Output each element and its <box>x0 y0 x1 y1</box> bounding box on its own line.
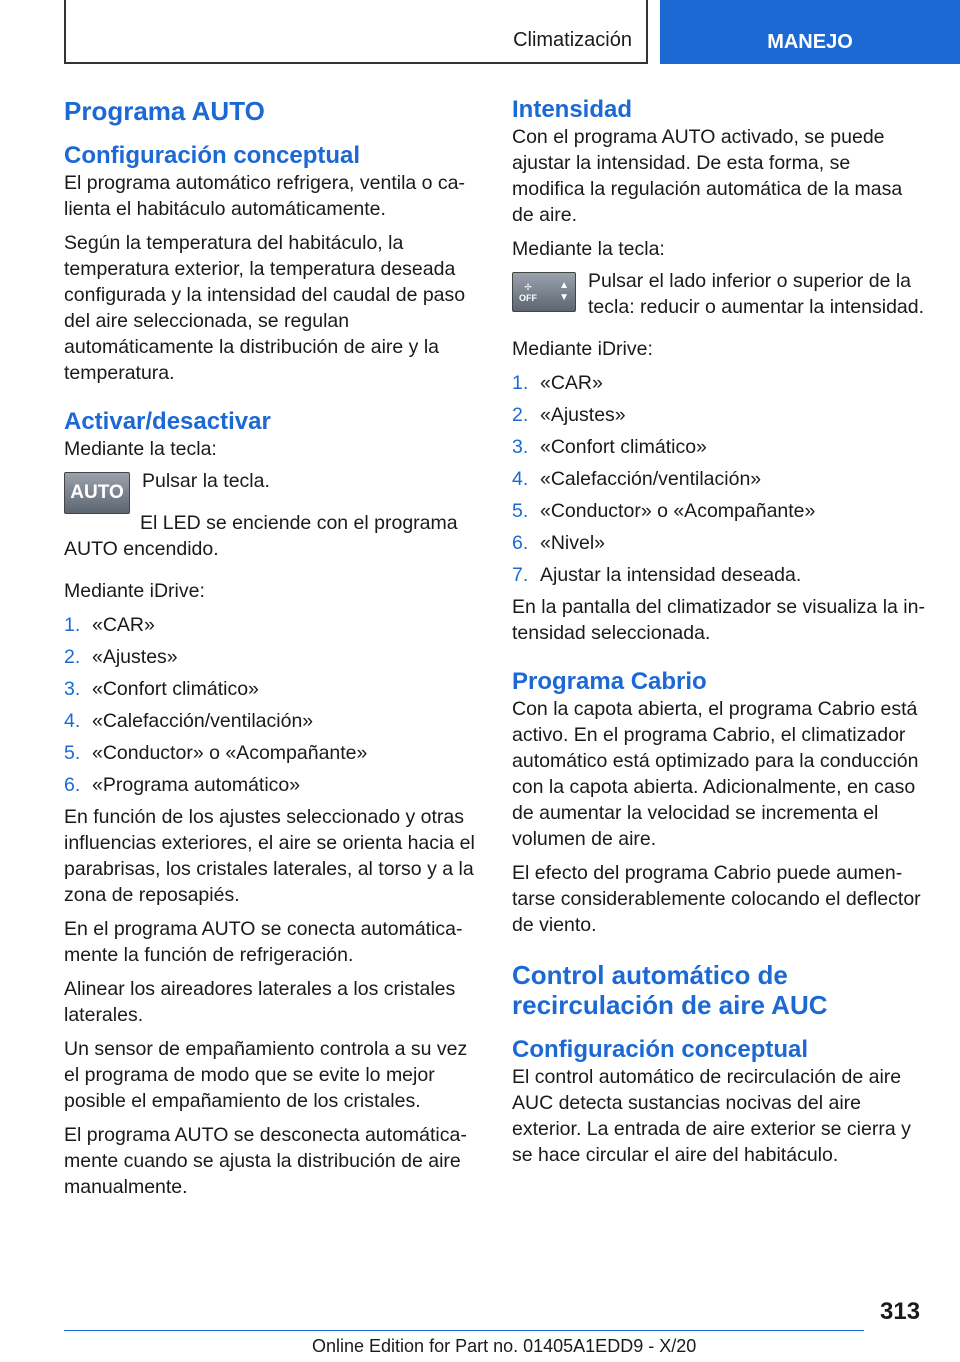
fan-icon: ✢ <box>524 281 532 292</box>
paragraph: Un sensor de empañamiento controla a su vez el programa de modo que se evite lo mejor posible el empañamiento de los cristales. <box>64 1038 468 1112</box>
paragraph: Mediante iDrive: <box>512 338 653 360</box>
list-item: 6. «Programa automático» <box>64 774 301 796</box>
list-item: 4. «Calefacción/ventilación» <box>64 710 314 732</box>
paragraph: El programa AUTO se desconecta automáticamente cuando se ajusta la distribución de aire manualmente. <box>64 1124 467 1198</box>
paragraph: Mediante iDrive: <box>64 580 205 602</box>
paragraph: Mediante la tecla: <box>512 238 665 260</box>
paragraph: El control automático de recirculación de aire AUC detecta sustancias nocivas del aire exterior. La entrada de aire exterior se cierra y se hace circular el aire del habitáculo. <box>512 1066 911 1166</box>
list-item: 6. «Nivel» <box>512 532 606 554</box>
header-chapter-tab[interactable]: MANEJO <box>660 0 960 64</box>
fan-button-icon <box>512 272 576 312</box>
list-item: 4. «Calefacción/ventilación» <box>512 468 762 490</box>
fan-key-row <box>512 268 926 320</box>
footer-edition: Online Edition for Part no. 01405A1EDD9 - X/20 <box>312 1336 697 1356</box>
arrow-down-icon: ▼ <box>559 292 569 303</box>
paragraph: Mediante la tecla: <box>64 438 217 460</box>
list-item: 1. «CAR» <box>512 372 603 394</box>
list-item: 7. Ajustar la intensidad deseada. <box>512 564 802 586</box>
paragraph: El efecto del programa Cabrio puede aumentarse considerablemente colocando el deflector de viento. <box>512 862 921 936</box>
right-column <box>512 96 926 1168</box>
header-section-box <box>64 0 648 64</box>
auto-button-icon: AUTO <box>64 472 130 514</box>
heading-intensity: Intensidad <box>512 96 633 123</box>
list-item: 2. «Ajustes» <box>64 646 178 668</box>
auto-key-row <box>64 468 478 514</box>
footer-divider <box>64 1330 864 1331</box>
heading-concept: Configuración conceptual <box>64 142 361 169</box>
paragraph: Pulsar el lado inferior o superior de la tecla: reducir o aumentar la intensidad. <box>588 270 925 318</box>
page-number: 313 <box>880 1298 921 1325</box>
list-item: 2. «Ajustes» <box>512 404 626 426</box>
paragraph: En la pantalla del climatizador se visualiza la intensidad seleccionada. <box>512 596 925 644</box>
idrive-steps-list <box>64 612 478 798</box>
list-item: 3. «Confort climático» <box>512 436 707 458</box>
list-item: 5. «Conductor» o «Acompañante» <box>64 742 368 764</box>
list-item: 5. «Conductor» o «Acompañante» <box>512 500 816 522</box>
paragraph: El LED se enciende con el programa AUTO encendido. <box>64 512 458 560</box>
idrive-steps-list <box>512 370 926 588</box>
paragraph: En el programa AUTO se conecta automáticamente la función de refrigeración. <box>64 918 463 966</box>
section-title-auc: Control automático de recirculación de aire AUC <box>512 960 828 1020</box>
heading-toggle: Activar/desactivar <box>64 408 271 435</box>
heading-auc-concept: Configuración conceptual <box>512 1036 809 1063</box>
left-column <box>64 96 478 1200</box>
header-section-title: Climatización <box>513 29 632 51</box>
paragraph: Con el programa AUTO activado, se puede ajustar la intensidad. De esta forma, se modifica la regulación automática de la masa de aire. <box>512 126 903 226</box>
paragraph: Con la capota abierta, el programa Cabrio está activo. En el programa Cabrio, el climatizador automático está optimizado para la conducción con la capota abierta. Adicionalmente, en caso de aumentar la velocidad se incrementa el volumen de aire. <box>512 698 919 850</box>
list-item: 1. «CAR» <box>64 614 155 636</box>
paragraph: Pulsar la tecla. <box>142 470 270 492</box>
section-title-auto: Programa AUTO <box>64 96 265 126</box>
fan-off-label: OFF <box>519 292 537 303</box>
paragraph: Según la temperatura del habitáculo, la temperatura exterior, la temperatura deseada configurada y la intensidad del caudal de paso del aire seleccionada, se regulan automáticamente la distribución de aire y la temperatura. <box>64 232 466 384</box>
heading-cabrio: Programa Cabrio <box>512 668 707 695</box>
list-item: 3. «Confort climático» <box>64 678 259 700</box>
arrow-up-icon: ▲ <box>559 280 569 291</box>
paragraph: Alinear los aireadores laterales a los cristales laterales. <box>64 978 456 1026</box>
paragraph: En función de los ajustes seleccionado y otras influencias exteriores, el aire se orienta hacia el parabrisas, los cristales laterales, al torso y a la zona de reposapiés. <box>64 806 475 906</box>
paragraph: El programa automático refrigera, ventila o calienta el habitáculo automáticamente. <box>64 172 466 220</box>
